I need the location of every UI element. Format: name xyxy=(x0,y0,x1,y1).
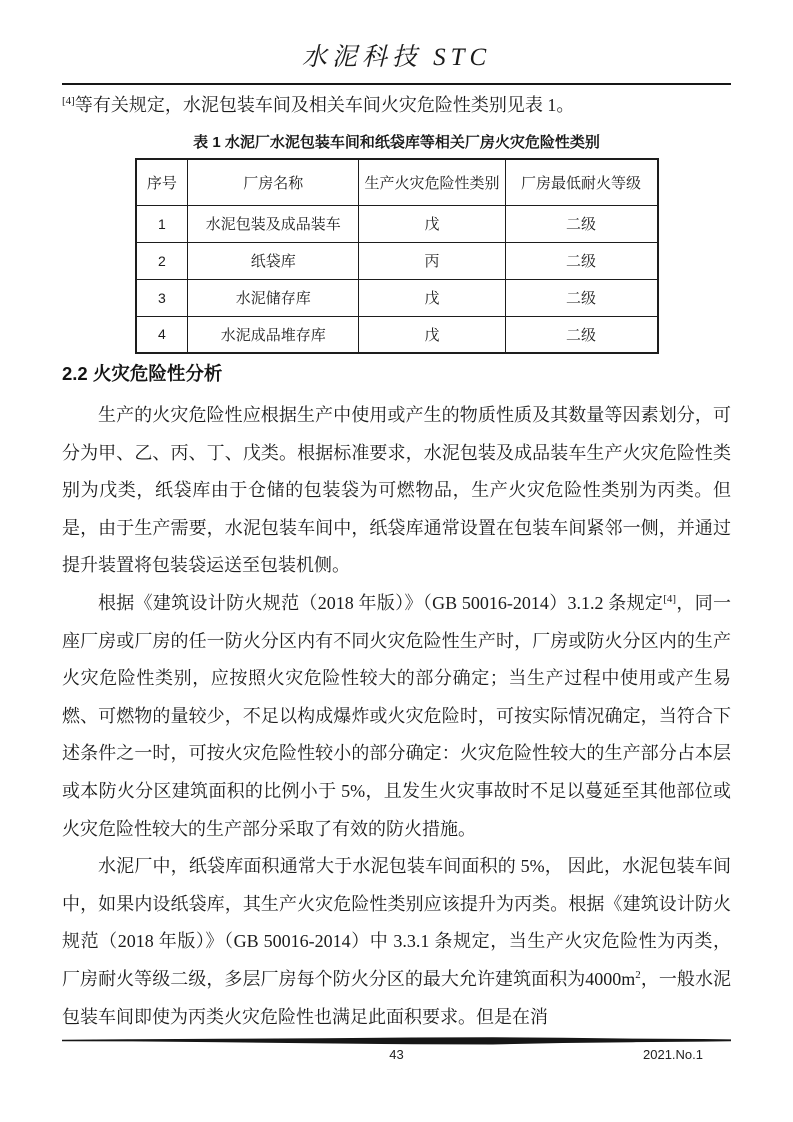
table-cell: 丙 xyxy=(359,242,505,279)
body-paragraph xyxy=(62,585,731,848)
page-header xyxy=(62,42,731,85)
paragraph-text: 生产的火灾危险性应根据生产中使用或产生的物质性质及其数量等因素划分，可分为甲、乙、丙、丁、戊类。根据标准要求，水泥包装及成品装车生产火灾危险性类别为戊类，纸袋库由于仓储的包装袋为可燃物品，生产火灾危险性类别为丙类。但是，由于生产需要，水泥包装车间中，纸袋库通常设置在包装车间紧邻一侧，并通过提升装置将包装袋运送至包装机侧。 xyxy=(62,405,731,576)
header-rule xyxy=(62,83,731,85)
table-cell: 纸袋库 xyxy=(188,242,359,279)
footer-rule xyxy=(62,1037,731,1045)
paragraphs xyxy=(62,397,731,1036)
paragraph-text: ，一般水泥包装车间即使为丙类火灾危险性也满足此面积要求。但是在消 xyxy=(62,968,732,1027)
table-head xyxy=(136,159,658,205)
table-cell: 戊 xyxy=(359,316,505,353)
paragraph-text: ，同一座厂房或厂房的任一防火分区内有不同火灾危险性生产时，厂房或防火分区内的生产火灾危险性类别，应按照火灾危险性较大的部分确定；当生产过程中使用或产生易燃、可燃物的量较少，不足以构成爆炸或火灾危险时，可按实际情况确定，当符合下述条件之一时，可按火灾危险性较小的部分确定：火灾危险性较大的生产部分占本层或本防火分区建筑面积的比例小于 5%，且发生火灾事故时不足以蔓延至其他部位或火灾危险性较大的生产部分采取了有效的防火措施。 xyxy=(62,592,732,839)
paragraph-text: 等有关规定，水泥包装车间及相关车间火灾危险性类别见表 1。 xyxy=(74,95,575,115)
table-header-cell: 生产火灾危险性类别 xyxy=(359,159,505,205)
table-row xyxy=(136,205,658,242)
footer-row xyxy=(62,1046,731,1063)
table-row xyxy=(136,316,658,353)
table-cell: 戊 xyxy=(359,205,505,242)
intro-paragraph xyxy=(62,90,731,120)
table-cell: 二级 xyxy=(505,242,657,279)
table-caption: 表 1 水泥厂水泥包装车间和纸袋库等相关厂房火灾危险性类别 xyxy=(193,134,600,151)
table-cell: 水泥包装及成品装车 xyxy=(188,205,359,242)
journal-title: 水泥科技 STC xyxy=(301,44,492,71)
table-cell: 二级 xyxy=(505,205,657,242)
superscript-ref: 2 xyxy=(635,968,641,981)
superscript-ref: [4] xyxy=(62,95,75,107)
table-cell: 1 xyxy=(136,205,188,242)
body-paragraph xyxy=(62,397,731,585)
table-cell: 戊 xyxy=(359,279,505,316)
table-header-cell: 厂房最低耐火等级 xyxy=(505,159,657,205)
table-cell: 3 xyxy=(136,279,188,316)
table-cell: 二级 xyxy=(505,316,657,353)
table-cell: 水泥成品堆存库 xyxy=(188,316,359,353)
superscript-ref: [4] xyxy=(663,592,677,605)
issue-number: 2021.No.1 xyxy=(643,1047,703,1062)
table-row xyxy=(136,242,658,279)
table-header-cell: 厂房名称 xyxy=(188,159,359,205)
paragraph-text: 根据《建筑设计防火规范（2018 年版）》（GB 50016-2014）3.1.2 条规定 xyxy=(98,592,664,613)
table-cell: 水泥储存库 xyxy=(188,279,359,316)
table-cell: 二级 xyxy=(505,279,657,316)
table-cell: 4 xyxy=(136,316,188,353)
table-body xyxy=(136,205,658,353)
table-row xyxy=(136,279,658,316)
table-header-cell: 序号 xyxy=(136,159,188,205)
body-paragraph xyxy=(62,848,731,1036)
page-footer xyxy=(62,1037,731,1063)
table-header-row xyxy=(136,159,658,205)
table-cell: 2 xyxy=(136,242,188,279)
fire-hazard-table xyxy=(135,158,659,354)
page-number: 43 xyxy=(389,1047,404,1062)
section-heading: 2.2 火灾危险性分析 xyxy=(62,363,223,384)
paragraph-text: 水泥厂中，纸袋库面积通常大于水泥包装车间面积的 5%， 因此，水泥包装车间中，如果内设纸袋库，其生产火灾危险性类别应该提升为丙类。根据《建筑设计防火规范（2018 年版）》（GB 50016-2014）中 3.3.1 条规定，当生产火灾危险性为丙类，厂房耐火等级二级，多层厂房每个防火分区的最大允许建筑面积为4000m xyxy=(62,856,731,989)
